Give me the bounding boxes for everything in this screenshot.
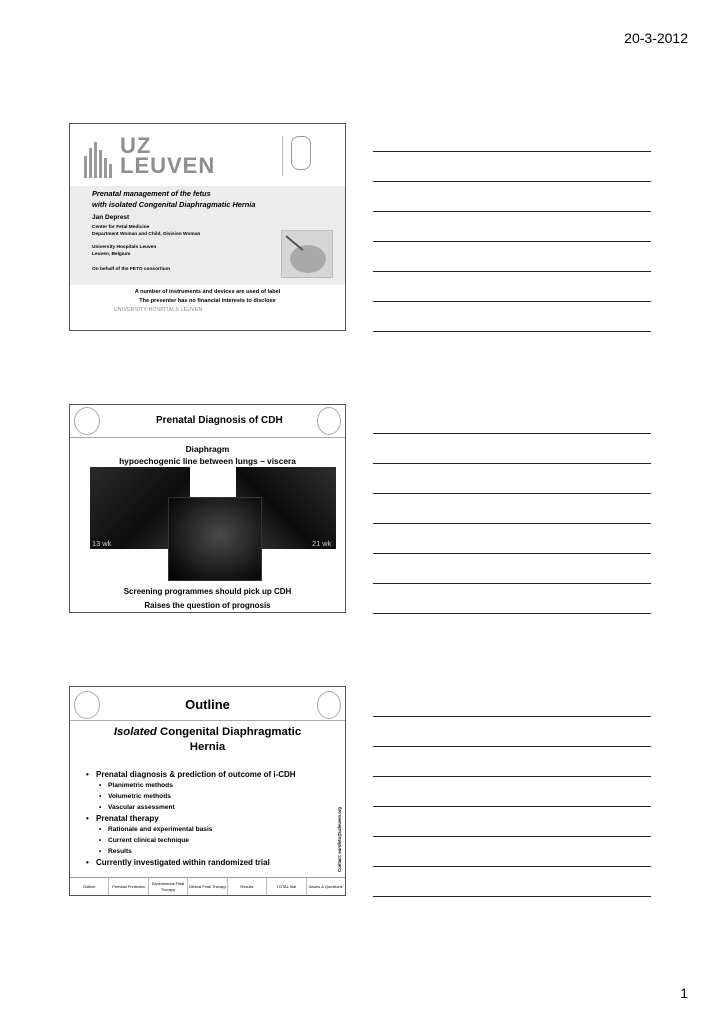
label-21wk: 21 wk bbox=[312, 539, 332, 548]
slide-title-text: Prenatal Diagnosis of CDH bbox=[156, 415, 283, 426]
consortium-logo-icon bbox=[317, 407, 341, 435]
slide-title bbox=[69, 123, 346, 331]
list-item: • Currently investigated within randomized trial bbox=[86, 857, 331, 868]
consortium: On behalf of the FETO consortium bbox=[92, 267, 170, 272]
slide-title-text: Outline bbox=[185, 697, 230, 712]
contact-email: Contact: eurofeto@uzleuven.org bbox=[337, 807, 342, 872]
consortium-logo-icon bbox=[317, 691, 341, 719]
title-band bbox=[70, 186, 345, 285]
disclosure: A number of instruments and devices are used of label The presenter has no financial interests to disclose bbox=[134, 289, 281, 304]
outline-list bbox=[86, 769, 331, 868]
list-item: • Volumetric methods bbox=[86, 791, 331, 802]
feto-logo-icon bbox=[74, 407, 100, 435]
presenter-name: Jan Deprest bbox=[92, 214, 130, 221]
label-13wk: 13 wk bbox=[92, 539, 112, 548]
nav-experimental-fetal-therapy: Experimental Fetal Therapy bbox=[149, 878, 188, 895]
slide-title-text: Prenatal management of the fetus with isolated Congenital Diaphragmatic Hernia bbox=[92, 189, 256, 209]
footer-brand: UNIVERSITY HOSPITALS LEUVEN bbox=[114, 307, 203, 313]
logo-text: UZ LEUVEN bbox=[120, 133, 216, 178]
list-item: • Prenatal diagnosis & prediction of outcome of i-CDH bbox=[86, 769, 331, 780]
university-seal-icon bbox=[291, 136, 311, 170]
hospital: University Hospitals Leuven Leuven, Belgium bbox=[92, 245, 157, 257]
slide-subtitle: Diaphragm hypoechogenic line between lungs – viscera bbox=[119, 444, 296, 466]
page-number: 1 bbox=[680, 985, 688, 1001]
fetoscopy-illustration bbox=[281, 230, 333, 278]
slide-subtitle: Isolated Congenital Diaphragmatic Hernia bbox=[113, 726, 302, 753]
ultrasound-image-center bbox=[168, 497, 262, 581]
list-item: • Current clinical technique bbox=[86, 835, 331, 846]
nav-outline: Outline bbox=[70, 878, 109, 895]
slide-prenatal-diagnosis bbox=[69, 404, 346, 613]
header-date: 20-3-2012 bbox=[624, 30, 688, 46]
affiliation: Center for Fetal Medicine Department Woman and Child, Division Woman bbox=[92, 225, 201, 237]
logo-area bbox=[70, 124, 345, 186]
nav-issues-questions: Issues & Questions bbox=[308, 883, 343, 889]
nav-clinical-fetal-therapy: Clinical Fetal Therapy bbox=[188, 878, 227, 895]
list-item: • Prenatal therapy bbox=[86, 813, 331, 824]
nav-results: Results bbox=[228, 878, 267, 895]
list-item: • Results bbox=[86, 846, 331, 857]
list-item: • Rationale and experimental basis bbox=[86, 824, 331, 835]
uz-leuven-logo-icon bbox=[84, 140, 114, 178]
nav-total-trial: TOTAL trial bbox=[267, 878, 306, 895]
nav-prenatal-prediction: Prenatal Prediction bbox=[109, 878, 148, 895]
slide-footer bbox=[114, 307, 203, 313]
list-item: • Planimetric methods bbox=[86, 780, 331, 791]
slide-nav-bar bbox=[70, 877, 345, 895]
slide-conclusion: Screening programmes should pick up CDH Raises the question of prognosis bbox=[123, 587, 292, 610]
slide-outline bbox=[69, 686, 346, 896]
list-item: • Vascular assessment bbox=[86, 802, 331, 813]
